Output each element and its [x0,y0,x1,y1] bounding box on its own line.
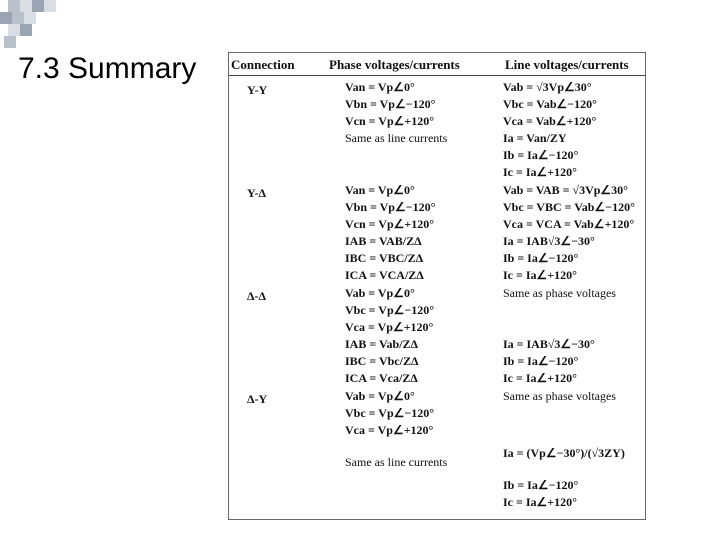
phase-cell: Vcn = Vp∠+120° [345,114,435,128]
connection-label: Δ-Y [247,392,268,406]
line-cell: Ib = Ia∠−120° [503,354,579,368]
decor-square [12,12,24,24]
line-cell: Vab = √3Vp∠30° [503,80,592,94]
header-phase: Phase voltages/currents [329,57,460,72]
phase-cell: IBC = VBC/ZΔ [345,251,424,265]
line-cell: Ic = Ia∠+120° [503,495,577,509]
line-cell: Ib = Ia∠−120° [503,251,579,265]
phase-cell: Van = Vp∠0° [345,80,415,94]
phase-cell: Same as line currents [345,455,448,469]
decor-square [0,12,12,24]
line-cell: Ib = Ia∠−120° [503,148,579,162]
connection-label: Y-Y [247,83,268,97]
line-cell: Ic = Ia∠+120° [503,165,577,179]
line-cell: Ia = IAB√3∠−30° [503,234,595,248]
decor-square [8,0,20,12]
phase-cell: Vcn = Vp∠+120° [345,217,435,231]
decor-square [8,24,20,36]
phase-cell: Vbn = Vp∠−120° [345,200,436,214]
phase-cell: Vbc = Vp∠−120° [345,406,435,420]
line-cell: Vbc = VBC = Vab∠−120° [503,200,635,214]
header-connection: Connection [231,57,295,72]
decor-square [32,0,44,12]
line-cell: Vbc = Vab∠−120° [503,97,597,111]
line-cell: Ia = IAB√3∠−30° [503,337,595,351]
slide-title: 7.3 Summary [18,52,197,85]
connection-label: Δ-Δ [247,289,267,303]
phase-cell: ICA = VCA/ZΔ [345,268,424,282]
phase-cell: Same as line currents [345,131,448,145]
decor-square [4,36,16,48]
decor-square [20,0,32,12]
line-cell: Vca = Vab∠+120° [503,114,597,128]
line-cell: Ia = Van/ZY [503,131,567,145]
line-cell: Ia = (Vp∠−30°)/(√3ZY) [503,446,625,460]
phase-cell: Van = Vp∠0° [345,183,415,197]
phase-cell: Vab = Vp∠0° [345,286,415,300]
phase-cell: ICA = Vca/ZΔ [345,371,418,385]
phase-cell: IAB = Vab/ZΔ [345,337,419,351]
decor-square [24,12,36,24]
phase-cell: Vab = Vp∠0° [345,389,415,403]
line-cell: Ic = Ia∠+120° [503,371,577,385]
phase-cell: Vca = Vp∠+120° [345,423,434,437]
phase-cell: Vbc = Vp∠−120° [345,303,435,317]
line-cell: Vab = VAB = √3Vp∠30° [503,183,628,197]
header-line: Line voltages/currents [505,57,629,72]
line-cell: Ib = Ia∠−120° [503,478,579,492]
phase-cell: IBC = Vbc/ZΔ [345,354,419,368]
line-cell: Same as phase voltages [503,389,616,403]
summary-table [228,52,646,520]
connection-label: Y-Δ [247,186,267,200]
line-cell: Same as phase voltages [503,286,616,300]
header-divider [229,75,645,76]
decor-square [20,24,32,36]
line-cell: Vca = VCA = Vab∠+120° [503,217,635,231]
phase-cell: Vbn = Vp∠−120° [345,97,436,111]
phase-cell: Vca = Vp∠+120° [345,320,434,334]
decor-square [44,0,56,12]
line-cell: Ic = Ia∠+120° [503,268,577,282]
phase-cell: IAB = VAB/ZΔ [345,234,422,248]
